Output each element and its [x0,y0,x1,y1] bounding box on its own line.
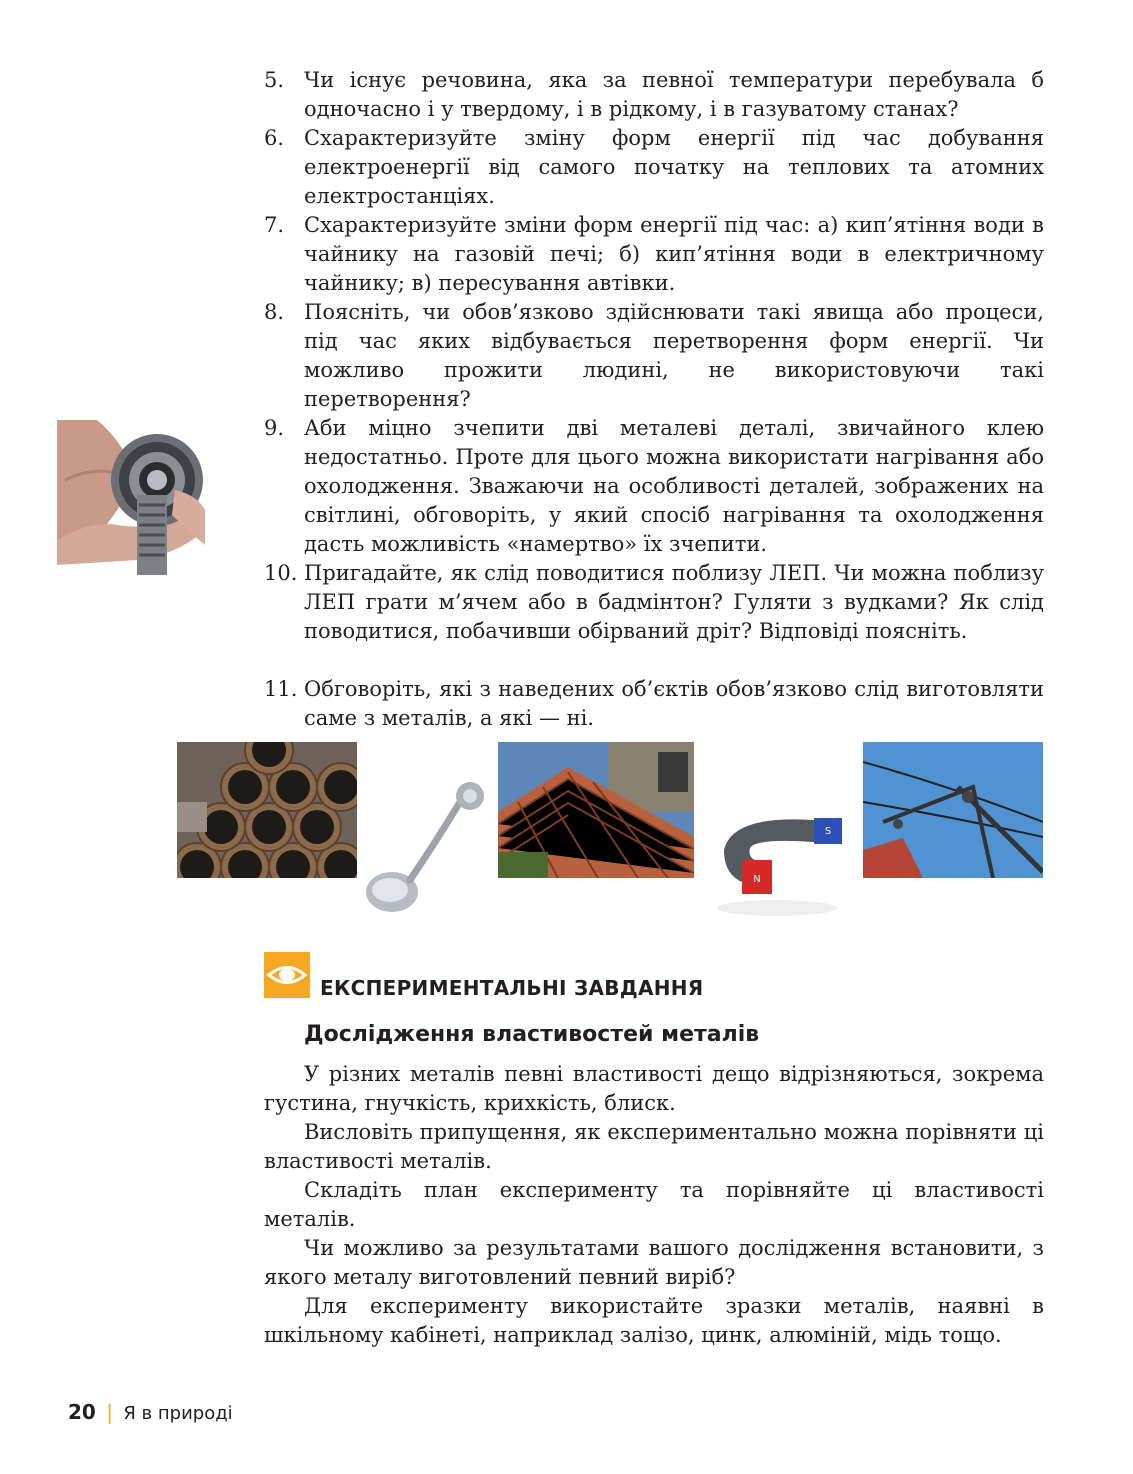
question-number: 8. [264,300,285,324]
footer [68,1400,233,1424]
question-number: 10. [264,561,298,585]
footer-separator: | [106,1400,113,1424]
question-text: Схарактеризуйте зміни форм енергії під час: а) кип’ятіння води в чайнику на газовій печі; б) кип’ятіння води в електричному чайнику; в) пересування автівки. [304,213,1044,295]
question-9 [264,414,1044,559]
question-number: 9. [264,416,285,440]
section-title: ЕКСПЕРИМЕНТАЛЬНІ ЗАВДАННЯ [320,976,704,1000]
spoon-photo [362,780,492,920]
question-number: 7. [264,213,285,237]
question-text: Обговоріть, які з наведених об’єктів обов’язково слід виготовляти саме з металів, а які — ні. [304,677,1044,730]
eye-icon [264,952,310,998]
section-icon-box [264,952,310,998]
paragraph-1: У різних металів певні властивості дещо відрізняються, зокрема густина, гнучкість, крихкість, блиск. [264,1062,1044,1115]
subsection-title: Дослідження властивостей металів [304,1022,760,1047]
question-8 [264,298,1044,414]
question-number: 6. [264,126,285,150]
roof-tiles-photo [498,742,694,878]
paragraph-5: Для експерименту використайте зразки металів, наявні в шкільному кабінеті, наприклад залізо, цинк, алюміній, мідь тощо. [264,1294,1044,1347]
magnet-photo [702,790,852,918]
question-text: Поясніть, чи обов’язково здійснювати такі явища або процеси, під час яких відбувається перетворення форм енергії. Чи можливо прожити людині, не використовуючи такі перетворення? [304,300,1044,411]
question-text: Аби міцно зчепити дві металеві деталі, звичайного клею недостатньо. Проте для цього можна використати нагрівання або охолодження. Зважаючи на особливості деталей, зображених на світлині, обговоріть, у який спосіб нагрівання та охолодження дасть можливість «намертво» їх зчепити. [304,416,1044,556]
paragraph-2: Висловіть припущення, як експериментально можна порівняти ці властивості металів. [264,1120,1044,1173]
pipes-photo [177,742,357,878]
bearing-photo [57,420,205,575]
page-number: 20 [68,1400,96,1424]
magnet-n-label: N [753,874,761,885]
question-7 [264,211,1044,298]
footer-title: Я в природі [123,1403,233,1424]
paragraph-4: Чи можливо за результатами вашого дослідження встановити, з якого металу виготовлений певний виріб? [264,1236,1044,1289]
question-10 [264,559,1044,646]
question-number: 5. [264,68,285,92]
question-text: Чи існує речовина, яка за певної температури перебувала б одночасно і у твердому, і в рідкому, і в газуватому станах? [304,68,1044,121]
question-text: Пригадайте, як слід поводитися поблизу ЛЕП. Чи можна поблизу ЛЕП грати м’ячем або в бадмінтон? Гуляти з вудками? Як слід поводитися, побачивши обірваний дріт? Відповіді поясніть. [304,561,1044,643]
magnet-s-label: S [824,826,832,837]
question-6 [264,124,1044,211]
power-line-photo [863,742,1043,878]
paragraph-3: Складіть план експерименту та порівняйте ці властивості металів. [264,1178,1044,1231]
question-5 [264,66,1044,124]
question-text: Схарактеризуйте зміну форм енергії під час добування електроенергії від самого початку на теплових та атомних електростанціях. [304,126,1044,208]
question-number: 11. [264,677,298,701]
question-11 [264,675,1044,733]
